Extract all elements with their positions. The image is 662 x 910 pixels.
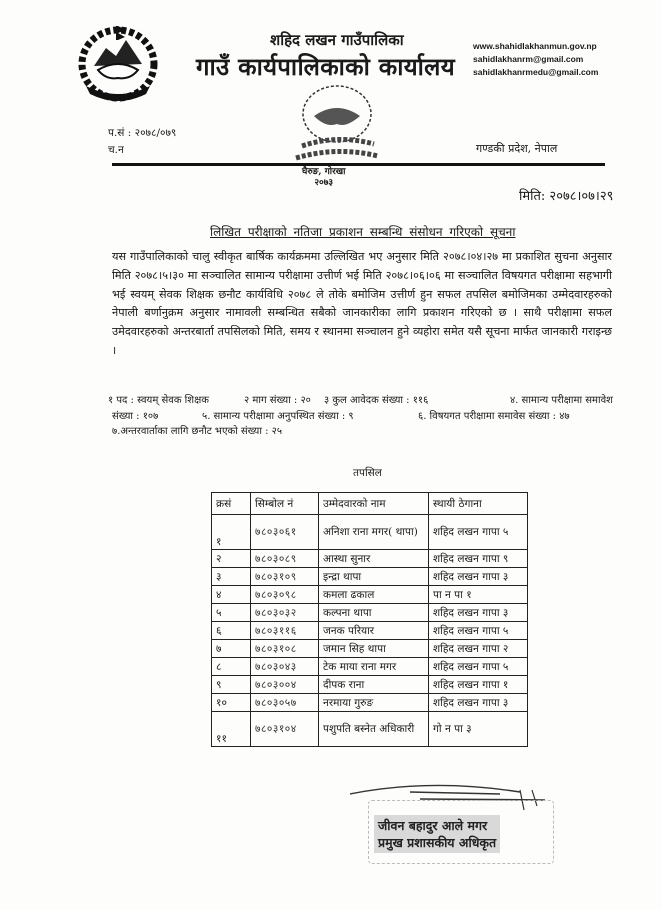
cell-serial-number: ९ bbox=[212, 676, 251, 694]
cell-symbol-number: ७८०३०४३ bbox=[251, 658, 319, 676]
cell-permanent-address: शहिद लखन गापा ९ bbox=[429, 550, 528, 568]
province-label: गण्डकी प्रदेश, नेपाल bbox=[476, 142, 558, 155]
table-row bbox=[212, 515, 528, 550]
seal-location: घैरुङ, गोरखा bbox=[302, 167, 346, 177]
cell-symbol-number: ७८०३१०८ bbox=[251, 640, 319, 658]
cell-serial-number: २ bbox=[212, 550, 251, 568]
stat-subject-included: ६. विषयगत परीक्षामा समावेस संख्या : ४७ bbox=[418, 410, 570, 422]
cell-candidate-name: जमान सिह थापा bbox=[319, 640, 429, 658]
letter-number: प.सं : २०७८/०७९ bbox=[108, 127, 177, 139]
table-row bbox=[212, 622, 528, 640]
table-row bbox=[212, 712, 528, 747]
cell-permanent-address: गो न पा ३ bbox=[429, 712, 528, 747]
notice-date: मिति: २०७८।०७।२९ bbox=[519, 189, 614, 204]
cell-symbol-number: ७८०३११६ bbox=[251, 622, 319, 640]
municipality-name: शहिद लखन गाउँपालिका bbox=[270, 31, 404, 49]
office-name: गाउँ कार्यपालिकाको कार्यालय bbox=[196, 52, 455, 81]
stat-general-included-value: संख्या : १०७ bbox=[112, 410, 159, 422]
dispatch-number: च.न bbox=[108, 144, 124, 156]
cell-symbol-number: ७८०३१०४ bbox=[251, 712, 319, 747]
notice-body: यस गाउँपालिकाको चालु स्वीकृत बार्षिक कार्यक्रममा उल्लिखित भए अनुसार मिति २०७८।०४।२७ मा प्रकाशित सुचना अनुसार मिति २०७८।५।३० मा सञ्चालित सामान्य परीक्षामा उत्तीर्ण भई मिति २०७८।०६।०६ मा सञ्चालित विषयगत परीक्षामा सहभागी भई स्वयम् सेवक शिक्षक छनौट कार्यविधि २०७८ ले तोके बमोजिम उत्तीर्ण हुन सफल तपसिल बमोजिमका उम्मेदवारहरुको नेपाली बर्णानुक्रम अनुसार नामावली सम्बन्धित सबैको जानकारीका लागि प्रकाशन गरिएको छ । साथै परीक्षामा सफल उमेदवारहरुको अन्तरबार्ता तपसिलको मिति, समय र स्थानमा सञ्चालन हुने व्यहोरा समेत यसै सूचना मार्फत जानकारी गराइन्छ । bbox=[112, 250, 612, 357]
column-header-address: स्थायी ठेगाना bbox=[429, 493, 528, 515]
cell-permanent-address: शहिद लखन गापा १ bbox=[429, 676, 528, 694]
cell-serial-number: १० bbox=[212, 694, 251, 712]
stat-interview-selected: ७.अन्तरवार्ताका लागि छनौट भएको संख्या : २५ bbox=[112, 426, 283, 437]
cell-candidate-name: इन्द्रा थापा bbox=[319, 568, 429, 586]
cell-candidate-name: पशुपति बस्नेत अधिकारी bbox=[319, 712, 429, 747]
cell-candidate-name: टेक माया राना मगर bbox=[319, 658, 429, 676]
cell-serial-number: ५ bbox=[212, 604, 251, 622]
cell-permanent-address: शहिद लखन गापा ५ bbox=[429, 515, 528, 550]
email-link-education[interactable]: sahidlakhanrmedu@gmail.com bbox=[473, 67, 599, 77]
cell-symbol-number: ७८०३०९८ bbox=[251, 586, 319, 604]
cell-candidate-name: अनिशा राना मगर( थापा) bbox=[319, 515, 429, 550]
table-row bbox=[212, 694, 528, 712]
schedule-heading: तपसिल bbox=[353, 467, 382, 479]
cell-candidate-name: कमला ढकाल bbox=[319, 586, 429, 604]
seal-year: २०७३ bbox=[314, 178, 334, 188]
email-link[interactable]: sahidlakhanrm@gmail.com bbox=[473, 54, 584, 64]
cell-candidate-name: कल्पना थापा bbox=[319, 604, 429, 622]
table-row bbox=[212, 550, 528, 568]
seal-place bbox=[302, 167, 345, 189]
cell-serial-number: १ bbox=[212, 515, 251, 550]
header-divider bbox=[112, 163, 605, 166]
notice-title: लिखित परीक्षाको नतिजा प्रकाशन सम्बन्धि संसोधन गरिएको सूचना bbox=[210, 225, 516, 239]
table-row bbox=[212, 658, 528, 676]
cell-permanent-address: शहिद लखन गापा ३ bbox=[429, 604, 528, 622]
cell-serial-number: ४ bbox=[212, 586, 251, 604]
nepal-government-emblem-icon bbox=[72, 18, 164, 108]
cell-symbol-number: ७८०३०५७ bbox=[251, 694, 319, 712]
signatory-name: जीवन बहादुर आले मगर bbox=[378, 818, 488, 833]
cell-permanent-address: पा न पा १ bbox=[429, 586, 528, 604]
contact-info bbox=[473, 40, 598, 79]
cell-candidate-name: आस्था सुनार bbox=[319, 550, 429, 568]
signatory-designation: प्रमुख प्रशासकीय अधिकृत bbox=[378, 835, 497, 850]
cell-permanent-address: शहिद लखन गापा २ bbox=[429, 640, 528, 658]
cell-permanent-address: शहिद लखन गापा ३ bbox=[429, 568, 528, 586]
table-row bbox=[212, 640, 528, 658]
stat-general-absent: ५. सामान्य परीक्षामा अनुपस्थित संख्या : ९ bbox=[202, 410, 354, 422]
column-header-sn: क्रसं bbox=[212, 493, 251, 515]
table-row bbox=[212, 586, 528, 604]
cell-serial-number: ८ bbox=[212, 658, 251, 676]
cell-serial-number: ११ bbox=[212, 712, 251, 747]
reference-block bbox=[108, 125, 176, 159]
cell-serial-number: ३ bbox=[212, 568, 251, 586]
stat-total-applicants: ३ कुल आवेदक संख्या : ११६ bbox=[324, 395, 429, 406]
cell-symbol-number: ७८०३०८९ bbox=[251, 550, 319, 568]
table-row bbox=[212, 676, 528, 694]
cell-candidate-name: दीपक राना bbox=[319, 676, 429, 694]
stat-demand: २ माग संख्या : २० bbox=[244, 395, 311, 406]
table-header-row bbox=[212, 493, 528, 515]
cell-candidate-name: जनक परियार bbox=[319, 622, 429, 640]
cell-permanent-address: शहिद लखन गापा ३ bbox=[429, 694, 528, 712]
table-row bbox=[212, 568, 528, 586]
cell-permanent-address: शहिद लखन गापा ५ bbox=[429, 658, 528, 676]
stat-general-included-label: ४. सामान्य परीक्षामा समावेश bbox=[510, 395, 613, 406]
cell-symbol-number: ७८०३०३२ bbox=[251, 604, 319, 622]
cell-candidate-name: नरमाया गुरुङ bbox=[319, 694, 429, 712]
signatory-stamp bbox=[374, 815, 500, 853]
exam-statistics bbox=[96, 393, 616, 440]
column-header-symbol: सिम्बोल नं bbox=[251, 493, 319, 515]
cell-symbol-number: ७८०३००४ bbox=[251, 676, 319, 694]
cell-permanent-address: शहिद लखन गापा ५ bbox=[429, 622, 528, 640]
table-row bbox=[212, 604, 528, 622]
results-table bbox=[211, 492, 528, 747]
column-header-name: उम्मेदवारको नाम bbox=[319, 493, 429, 515]
stat-post: १ पद : स्वयम् सेवक शिक्षक bbox=[108, 395, 209, 406]
cell-symbol-number: ७८०३०६१ bbox=[251, 515, 319, 550]
cell-serial-number: ७ bbox=[212, 640, 251, 658]
cell-symbol-number: ७८०३१०९ bbox=[251, 568, 319, 586]
website-link[interactable]: www.shahidlakhanmun.gov.np bbox=[473, 41, 597, 51]
cell-serial-number: ६ bbox=[212, 622, 251, 640]
